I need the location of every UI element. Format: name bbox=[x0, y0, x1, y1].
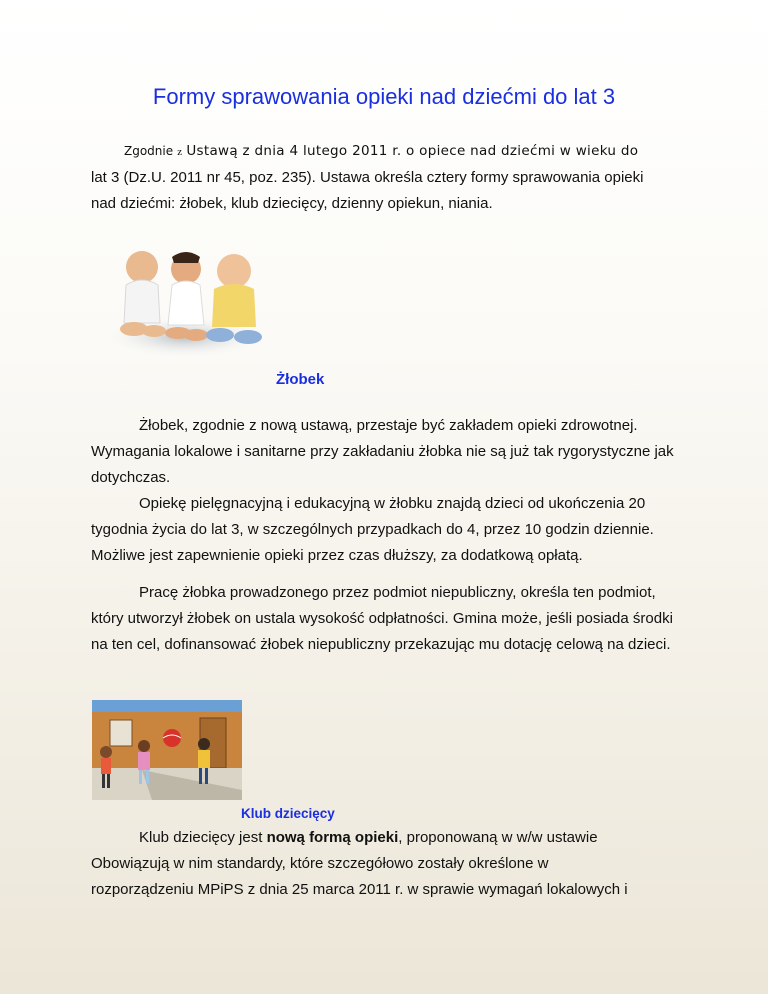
page-title: Formy sprawowania opieki nad dziećmi do lat 3 bbox=[152, 84, 616, 109]
intro-word-z: z bbox=[177, 146, 183, 158]
zlobek-paragraph-2: Opiekę pielęgnacyjną i edukacyjną w żłobku znajdą dzieci od ukończenia 20 tygodnia życia do lat 3, w szczególnych przypadkach do 4, przez 10 godzin dziennie. Możliwe jest zapewnienie opieki przez czas dłuższy, za dodatkową opłatą. bbox=[91, 495, 654, 564]
klub-line-3: rozporządzeniu MPiPS z dnia 25 marca 2011 r. w sprawie wymagań lokalowych i bbox=[91, 881, 628, 898]
section-heading-klub-dzieciecy: Klub dziecięcy bbox=[241, 806, 335, 821]
klub-text-end: , proponowaną w w/w ustawie bbox=[398, 829, 598, 846]
intro-line-3: nad dziećmi: żłobek, klub dziecięcy, dzienny opiekun, niania. bbox=[91, 195, 493, 212]
intro-line-2: lat 3 (Dz.U. 2011 nr 45, poz. 235). Ustawa określa cztery formy sprawowania opieki bbox=[91, 169, 644, 186]
klub-text-start: Klub dziecięcy jest bbox=[139, 829, 267, 846]
kids-playing-clipart bbox=[92, 700, 242, 800]
intro-paragraph bbox=[91, 138, 691, 217]
klub-paragraph-1 bbox=[91, 825, 691, 903]
klub-text-bold: nową formą opieki bbox=[266, 829, 399, 846]
zlobek-paragraph-3: Pracę żłobka prowadzonego przez podmiot niepubliczny, określa ten podmiot, który utworzył żłobek on ustala wysokość odpłatności. Gmina może, jeśli posiada środki na ten cel, dofinansować żłobek niepubliczny przekazując mu dotację celową na dzieci. bbox=[91, 584, 673, 653]
intro-word-zgodnie: Zgodnie bbox=[124, 144, 174, 158]
intro-law-reference: Ustawą z dnia 4 lutego 2011 r. o opiece nad dziećmi w wieku do bbox=[186, 143, 639, 159]
zlobek-paragraph-1: Żłobek, zgodnie z nową ustawą, przestaje być zakładem opieki zdrowotnej. Wymagania lokalowe i sanitarne przy zakładaniu żłobka nie są już tak rygorystyczne jak dotychczas. bbox=[91, 417, 674, 486]
klub-line-1 bbox=[91, 825, 691, 851]
section-heading-zlobek: Żłobek bbox=[276, 371, 325, 388]
intro-line-1 bbox=[91, 138, 691, 165]
babies-photo bbox=[100, 245, 270, 365]
klub-line-2: Obowiązują w nim standardy, które szczegółowo zostały określone w bbox=[91, 855, 549, 872]
